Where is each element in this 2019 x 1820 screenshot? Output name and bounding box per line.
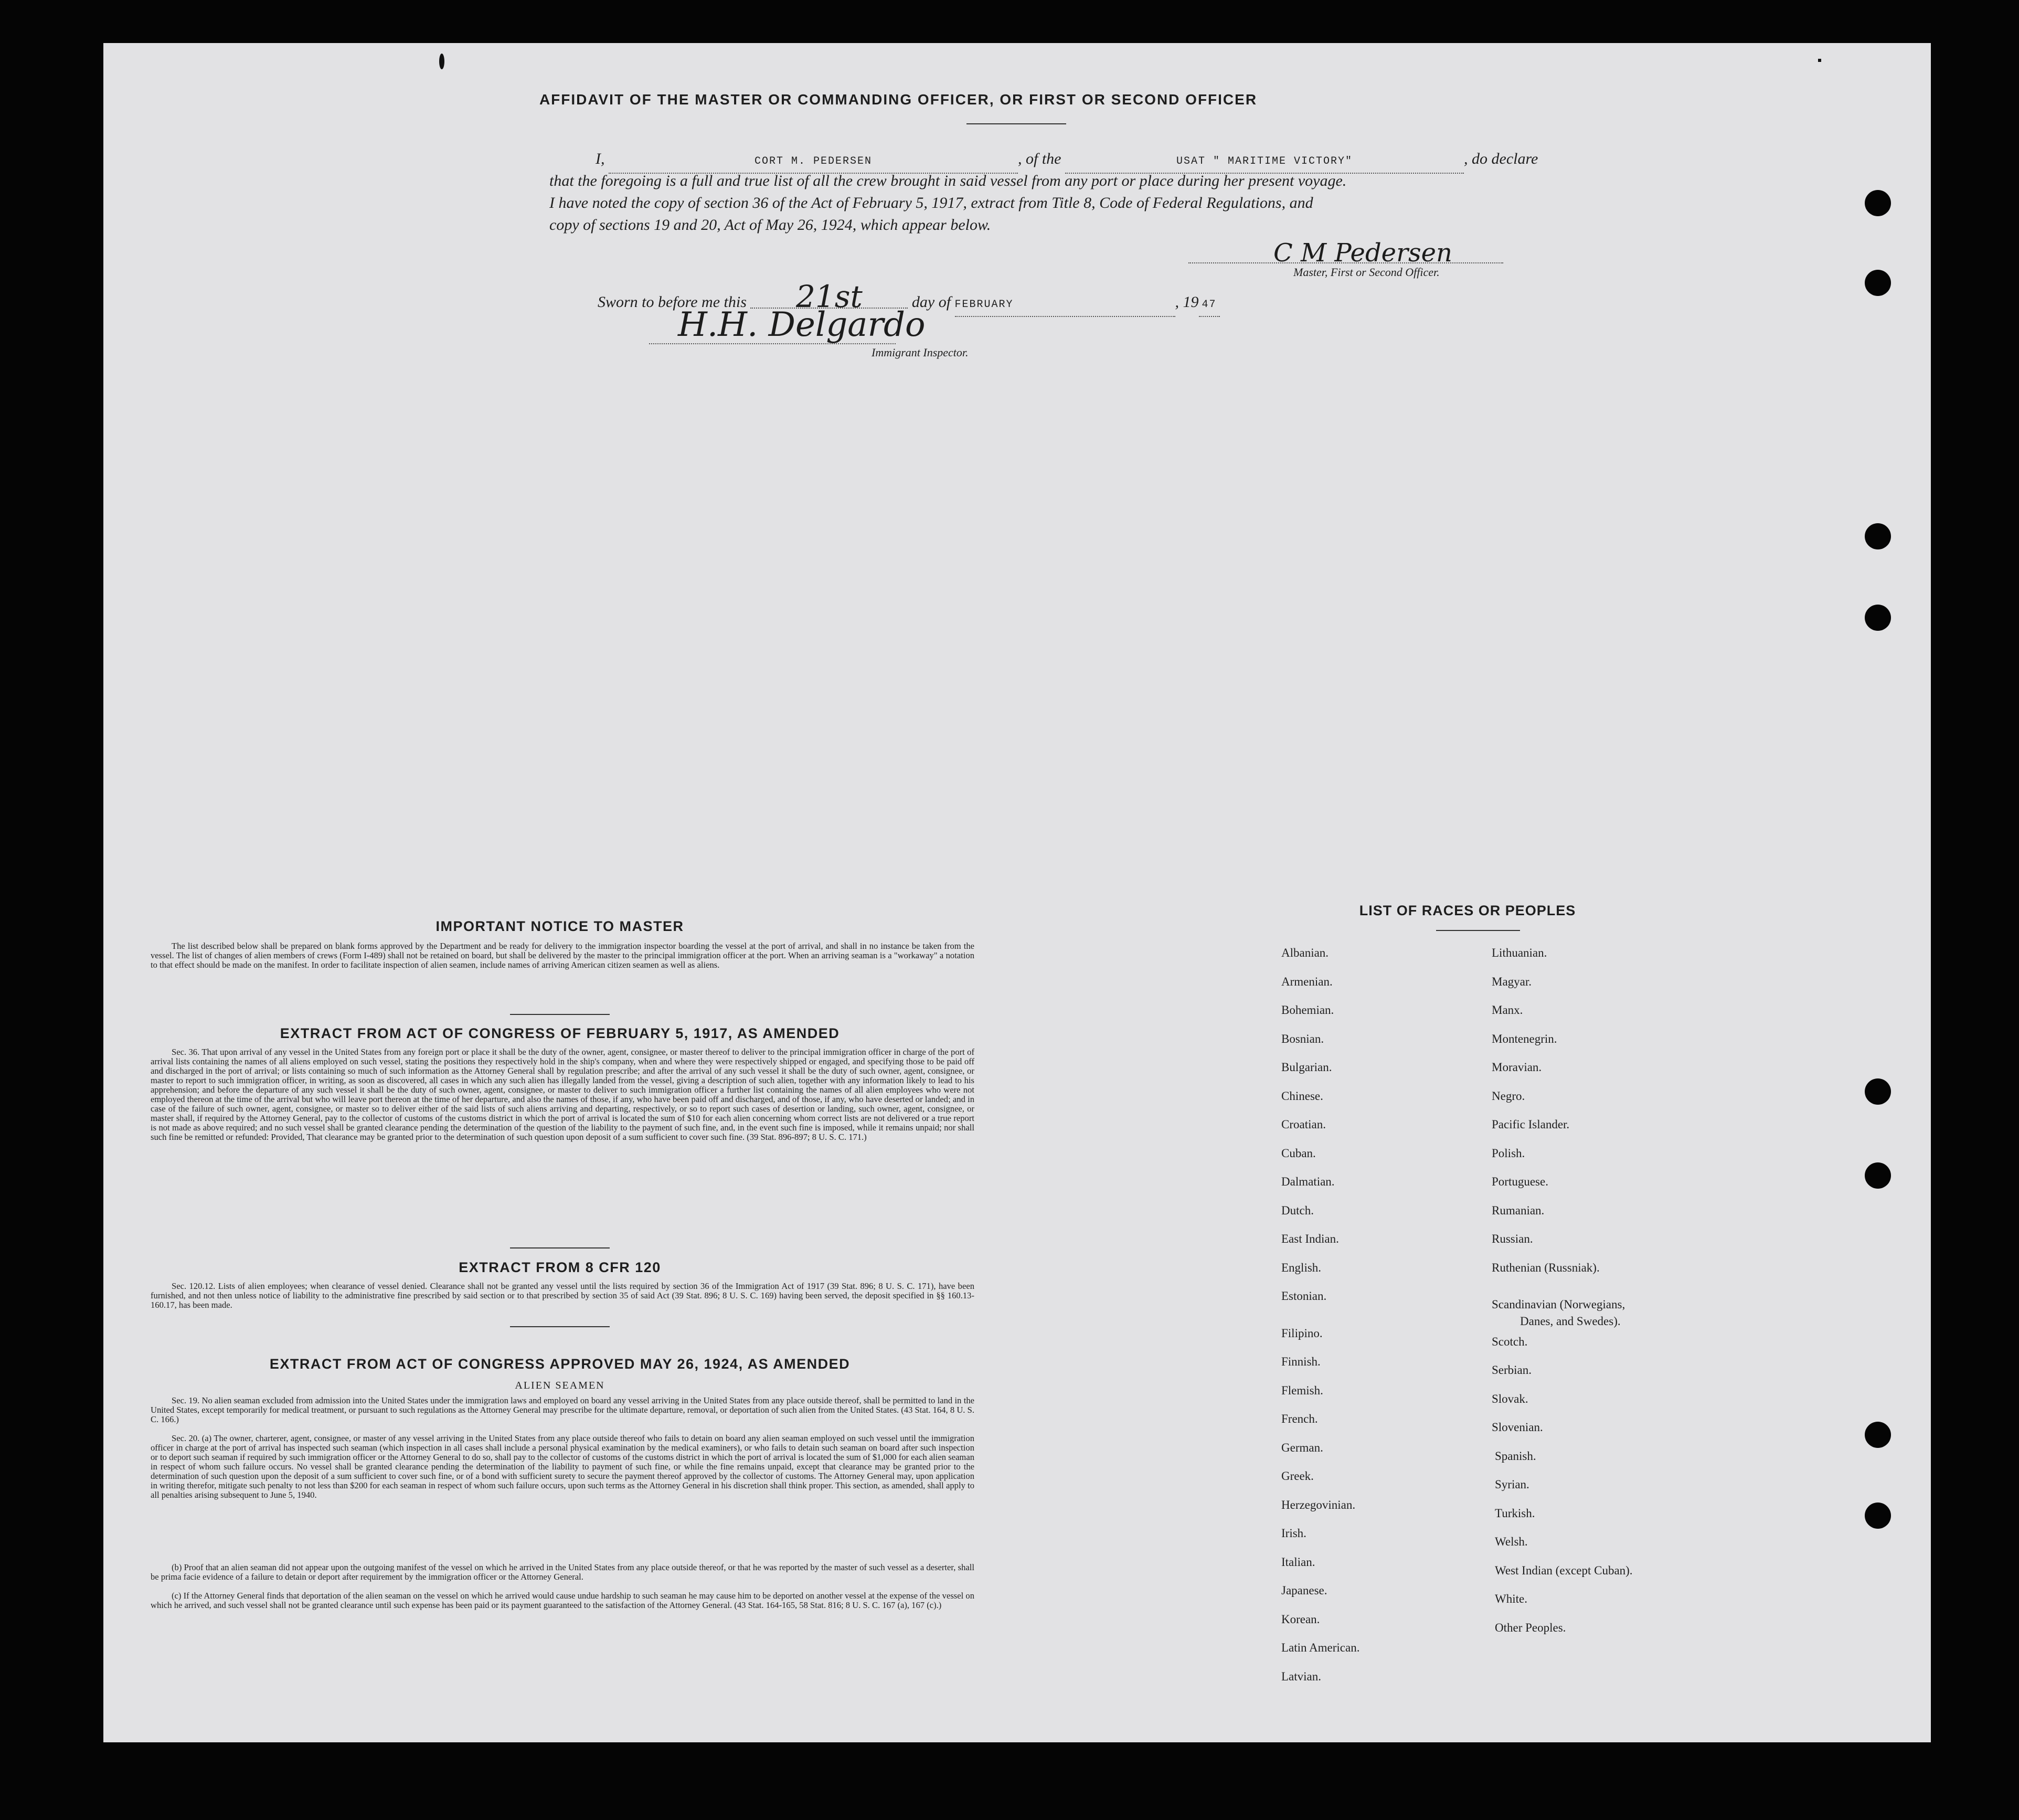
extract-1924-sec19: Sec. 19. No alien seaman excluded from admission into the United States under the immigration laws and employed on board any vessel arriving in the United States from any place outside thereof, shall be permitted to land in the United States, except temporarily for medical treatment, or pursuant to such regulations as the Attorney General may prescribe for the ultimate departure, removal, or deportation of such alien from the United States. (43 Stat. 164, 8 U. S. C. 166.) xyxy=(151,1395,974,1424)
race-left-item: Finnish. xyxy=(1281,1355,1321,1368)
races-title: LIST OF RACES OR PEOPLES xyxy=(1359,903,1576,918)
title-rule xyxy=(966,123,1066,124)
binder-hole xyxy=(1865,523,1891,549)
race-right-item: Scandinavian (Norwegians, xyxy=(1492,1298,1625,1311)
race-left-item: Bulgarian. xyxy=(1281,1061,1332,1074)
race-right-item: Rumanian. xyxy=(1492,1203,1545,1217)
race-right-item: Spanish. xyxy=(1495,1449,1536,1463)
race-left-item: Cuban. xyxy=(1281,1146,1316,1160)
extract-cfr-text: Sec. 120.12. Lists of alien employees; when clearance of vessel denied. Clearance shall not be granted any vessel until the lists required by section 36 of the Immigration Act of 1917 (39 Stat. 896; 8 U. S. C. 171), have been furnished, and not then unless notice of liability to the administrative fine prescribed by said section or to that prescribed by section 35 of said Act (39 Stat. 896; 8 U. S. C. 169) having been served, the deposit specified in §§ 160.13-160.17, has been made. xyxy=(151,1281,974,1310)
extract-1924-sec20c: (c) If the Attorney General finds that deportation of the alien seaman on the vessel on which he arrived would cause undue hardship to such seaman he may cause him to be deported on another vessel at the expense of the vessel on which he arrived, and such vessel shall not be granted clearance until such expense has been paid or its payment guaranteed to the satisfaction of the Attorney General. (43 Stat. 164-165, 58 Stat. 816; 8 U. S. C. 167 (a), 167 (c).) xyxy=(151,1591,974,1610)
line1-mid: , of the xyxy=(1018,150,1061,167)
affidavit-line-4: copy of sections 19 and 20, Act of May 26, 1924, which appear below. xyxy=(549,216,991,234)
race-left-item: Croatian. xyxy=(1281,1118,1326,1131)
inspector-signature-line xyxy=(649,343,896,344)
affidavit-line-3: I have noted the copy of section 36 of the Act of February 5, 1917, extract from Title 8, Code of Federal Regulations, and xyxy=(549,194,1313,211)
sworn-day: 21st xyxy=(750,285,908,309)
master-signature: C M Pedersen xyxy=(1273,238,1452,268)
extract-1917-text: Sec. 36. That upon arrival of any vessel in the United States from any foreign port or place it shall be the duty of the owner, agent, consignee, or master thereof to deliver to the principal immigration officer in charge of the port of arrival lists containing the names of all aliens employed on such vessel, stating the positions they respectively hold in the ship's company, when and where they were respectively shipped or engaged, and specifying those to be paid off and discharged in the port of arrival; or lists containing so much of such information as the Attorney General shall by regulation prescribe; and after the arrival of any such vessel it shall be the duty of such owner, agent, consignee, or master to report to such immigration officer, in writing, as soon as discovered, all cases in which any such alien has illegally landed from the vessel, giving a description of such alien, together with any information likely to lead to his apprehension; and before the departure of any such vessel it shall be the duty of such owner, agent, consignee, or master to deliver to such immigration officer a further list containing the names of all alien employees who were not employed thereon at the time of the arrival but who will leave port thereon at the time of her departure, and also the names of those, if any, who have been paid off and discharged, and of those, if any, who have deserted or landed; and in case of the failure of such owner, agent, consignee, or master so to deliver either of the said lists of such aliens arriving and departing, respectively, or so to report such cases of desertion or landing, such owner, agent, consignee, or master shall, if required by the Attorney General, pay to the collector of customs of the customs district in which the port of arrival is located the sum of $10 for each alien concerning whom correct lists are not delivered or a true report is not made as above required; and no such vessel shall be granted clearance pending the determination of the question of the liability to the payment of such fine, and, in the event such fine is imposed, while it remains unpaid; nor shall such fine be remitted or refunded: Provided, That clearance may be granted prior to the determination of such question upon deposit of a sum sufficient to cover such fine. (39 Stat. 896-897; 8 U. S. C. 171.) xyxy=(151,1047,974,1142)
race-left-item: Italian. xyxy=(1281,1555,1315,1569)
binder-hole xyxy=(1865,1162,1891,1189)
race-left-item: Flemish. xyxy=(1281,1383,1323,1397)
race-right-item: Russian. xyxy=(1492,1232,1533,1245)
race-left-item: French. xyxy=(1281,1412,1318,1425)
race-left-item: Filipino. xyxy=(1281,1326,1323,1340)
race-left-item: Herzegovinian. xyxy=(1281,1498,1356,1511)
sworn-month: FEBRUARY xyxy=(955,294,1175,317)
binder-hole xyxy=(1865,605,1891,631)
affidavit-title: AFFIDAVIT OF THE MASTER OR COMMANDING OFFICER, OR FIRST OR SECOND OFFICER xyxy=(539,91,1258,108)
extract-1917-title: EXTRACT FROM ACT OF CONGRESS OF FEBRUARY 5, 1917, AS AMENDED xyxy=(280,1025,840,1041)
master-signature-line xyxy=(1188,262,1503,263)
race-left-item: Chinese. xyxy=(1281,1089,1323,1103)
section-rule xyxy=(510,1247,610,1248)
race-left-item: Estonian. xyxy=(1281,1289,1327,1303)
section-rule xyxy=(510,1326,610,1327)
binder-hole xyxy=(1865,270,1891,296)
inspector-label: Immigrant Inspector. xyxy=(872,346,969,359)
race-right-item: Slovenian. xyxy=(1492,1421,1543,1434)
race-right-item: Other Peoples. xyxy=(1495,1621,1566,1634)
race-right-item: Welsh. xyxy=(1495,1535,1528,1548)
race-right-item: Montenegrin. xyxy=(1492,1032,1557,1045)
race-right-item: Ruthenian (Russniak). xyxy=(1492,1261,1600,1274)
race-right-item: White. xyxy=(1495,1592,1527,1605)
race-right-item: Manx. xyxy=(1492,1003,1523,1017)
race-right-item: Danes, and Swedes). xyxy=(1520,1315,1621,1328)
race-left-item: Dalmatian. xyxy=(1281,1175,1335,1188)
line1-prefix: I, xyxy=(596,150,605,167)
section-rule xyxy=(510,1014,610,1015)
race-right-item: Syrian. xyxy=(1495,1478,1529,1491)
binder-hole xyxy=(1865,1502,1891,1529)
race-left-item: Armenian. xyxy=(1281,975,1333,988)
race-right-item: Turkish. xyxy=(1495,1506,1535,1520)
binder-hole xyxy=(1865,1078,1891,1105)
race-right-item: Pacific Islander. xyxy=(1492,1118,1570,1131)
race-left-item: Latvian. xyxy=(1281,1669,1321,1683)
race-left-item: German. xyxy=(1281,1441,1323,1454)
race-right-item: Negro. xyxy=(1492,1089,1525,1103)
notice-title: IMPORTANT NOTICE TO MASTER xyxy=(435,918,684,934)
race-left-item: Latin American. xyxy=(1281,1641,1360,1654)
race-left-item: Albanian. xyxy=(1281,946,1329,959)
race-left-item: Bohemian. xyxy=(1281,1003,1334,1017)
declarant-name: CORT M. PEDERSEN xyxy=(609,151,1018,174)
document-page xyxy=(103,43,1931,1742)
extract-1924-sec20b: (b) Proof that an alien seaman did not appear upon the outgoing manifest of the vessel on which he arrived in the United States from any place outside thereof, or that he was reported by the master of such vessel as a deserter, shall be prima facie evidence of a failure to detain or deport after requirement by the immigration officer or the Attorney General. xyxy=(151,1562,974,1582)
race-left-item: Irish. xyxy=(1281,1527,1306,1540)
race-right-item: West Indian (except Cuban). xyxy=(1495,1563,1633,1577)
race-right-item: Scotch. xyxy=(1492,1335,1528,1348)
race-right-item: Slovak. xyxy=(1492,1392,1528,1405)
notice-text: The list described below shall be prepared on blank forms approved by the Department and be ready for delivery to the immigration inspector boarding the vessel at the port of arrival, and shall in no instance be taken from the vessel. The list of changes of alien members of crews (Form I-489) shall not be retained on board, but shall be delivered by the master to the principal immigration officer at the port. When an arriving seaman is a "workaway" a notation to that effect should be made on the manifest. In order to facilitate inspection of alien seamen, include names of arriving American citizen seamen as well as aliens. xyxy=(151,941,974,970)
sworn-year: 47 xyxy=(1199,294,1220,317)
race-left-item: Greek. xyxy=(1281,1469,1314,1483)
race-right-item: Serbian. xyxy=(1492,1363,1532,1377)
extract-cfr-title: EXTRACT FROM 8 CFR 120 xyxy=(459,1260,661,1275)
alien-seamen-subtitle: ALIEN SEAMEN xyxy=(515,1380,605,1391)
race-left-item: East Indian. xyxy=(1281,1232,1339,1245)
binder-hole xyxy=(1865,1422,1891,1448)
race-right-item: Moravian. xyxy=(1492,1061,1542,1074)
race-right-item: Lithuanian. xyxy=(1492,946,1547,959)
race-left-item: English. xyxy=(1281,1261,1322,1274)
race-right-item: Portuguese. xyxy=(1492,1175,1548,1188)
extract-1924-title: EXTRACT FROM ACT OF CONGRESS APPROVED MAY 26, 1924, AS AMENDED xyxy=(269,1356,851,1372)
sworn-prefix: Sworn to before me this xyxy=(598,293,747,311)
line1-suffix: , do declare xyxy=(1464,150,1538,167)
master-label: Master, First or Second Officer. xyxy=(1293,266,1440,279)
inspector-signature: H.H. Delgardo xyxy=(678,305,926,344)
sworn-year-prefix: , 19 xyxy=(1175,293,1199,311)
race-left-item: Dutch. xyxy=(1281,1203,1314,1217)
extract-1924-sec20a: Sec. 20. (a) The owner, charterer, agent, consignee, or master of any vessel arriving in the United States from any place outside thereof who fails to detain on board any alien seaman employed on such vessel until the immigration officer in charge at the port of arrival has inspected such seaman (which inspection in all cases shall include a personal physical examination by the medical examiners), or who fails to detain such seaman on board after such inspection or to deport such seaman if required by such immigration officer or the Attorney General to do so, shall pay to the collector of customs of the customs district in which the port of arrival is located the sum of $1,000 for each alien seaman in respect of whom such failure occurs. No vessel shall be granted clearance pending the determination of the liability to payment of such fine, or while the fine remains unpaid, except that clearance may be granted prior to the determination of such question upon the deposit of a sum sufficient to cover such fine, or of a bond with sufficient surety to secure the payment thereof approved by the collector of customs. The Attorney General may, upon application in writing therefor, mitigate such penalty to not less than $200 for each seaman in respect of whom such failure occurs, upon such terms as the Attorney General in his discretion shall think proper. This section, as amended, shall apply to all penalties arising subsequent to June 5, 1940. xyxy=(151,1433,974,1500)
races-rule xyxy=(1436,930,1520,931)
sworn-mid: day of xyxy=(911,293,951,311)
race-left-item: Korean. xyxy=(1281,1612,1320,1626)
race-left-item: Japanese. xyxy=(1281,1584,1327,1597)
affidavit-line-2: that the foregoing is a full and true list of all the crew brought in said vessel from any port or place during her present voyage. xyxy=(549,172,1347,189)
scan-mark xyxy=(1818,59,1821,62)
vessel-name: USAT " MARITIME VICTORY" xyxy=(1065,151,1464,174)
scan-mark xyxy=(439,54,444,69)
race-right-item: Polish. xyxy=(1492,1146,1525,1160)
race-left-item: Bosnian. xyxy=(1281,1032,1324,1045)
race-right-item: Magyar. xyxy=(1492,975,1532,988)
binder-hole xyxy=(1865,190,1891,216)
